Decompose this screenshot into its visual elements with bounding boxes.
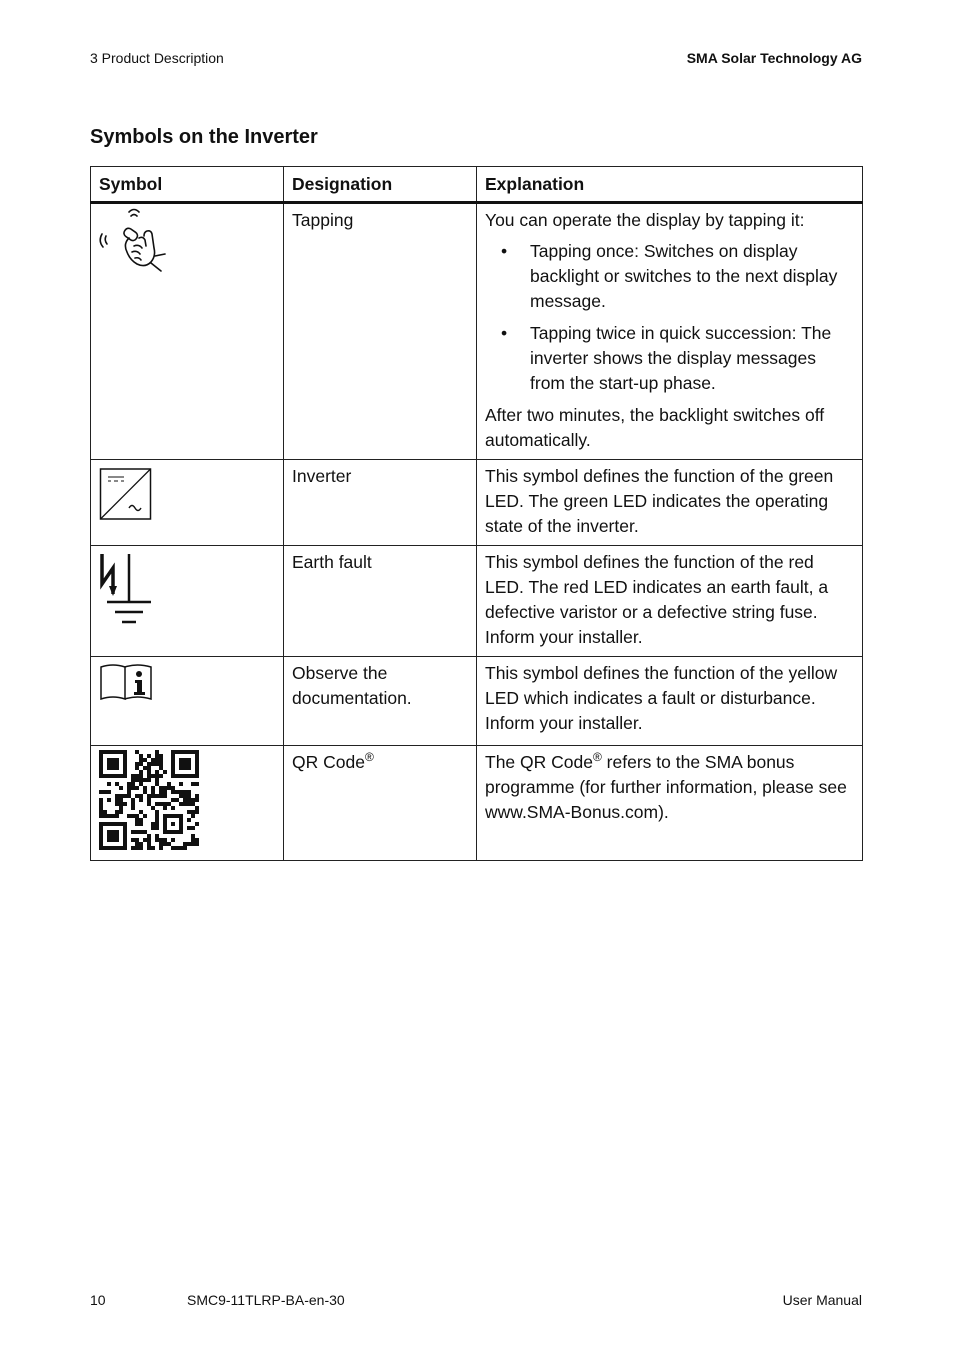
footer-page-number: 10 — [90, 1292, 106, 1308]
qr-code-icon — [99, 750, 199, 850]
header-company: SMA Solar Technology AG — [686, 50, 862, 66]
symbol-cell — [91, 657, 284, 746]
header-chapter: 3 Product Description — [90, 50, 224, 66]
earth-fault-icon — [99, 550, 159, 632]
symbol-cell — [91, 546, 284, 657]
list-item: • Tapping once: Switches on display backlight or switches to the next display message. — [485, 239, 854, 314]
symbols-table — [90, 166, 863, 861]
table-row — [91, 746, 863, 861]
designation-cell: Earth fault — [284, 546, 477, 657]
explanation-list — [485, 239, 854, 396]
explanation-text-post: refers to the SMA bonus programme (for further information, please see www.SMA-Bonus.com). — [485, 752, 847, 822]
symbol-cell — [91, 203, 284, 460]
designation-cell: Inverter — [284, 460, 477, 546]
table-row — [91, 460, 863, 546]
table-header-row — [91, 167, 863, 203]
explanation-text-pre: The QR Code — [485, 752, 593, 772]
designation-cell: Tapping — [284, 203, 477, 460]
column-header-symbol: Symbol — [91, 167, 284, 203]
section-title: Symbols on the Inverter — [90, 126, 318, 148]
designation-cell — [284, 746, 477, 861]
list-item: • Tapping twice in quick succession: The inverter shows the display messages from the start-up phase. — [485, 321, 854, 396]
symbol-cell — [91, 746, 284, 861]
documentation-info-icon — [99, 661, 155, 703]
footer-doc-type: User Manual — [782, 1292, 862, 1308]
explanation-cell — [477, 746, 863, 861]
column-header-designation: Designation — [284, 167, 477, 203]
explanation-outro: After two minutes, the backlight switches off automatically. — [485, 405, 825, 450]
explanation-cell — [477, 203, 863, 460]
table-row — [91, 546, 863, 657]
table-row — [91, 657, 863, 746]
explanation-cell: This symbol defines the function of the green LED. The green LED indicates the operating state of the inverter. — [477, 460, 863, 546]
table-row — [91, 203, 863, 460]
designation-text: QR Code — [292, 752, 365, 772]
column-header-explanation: Explanation — [477, 167, 863, 203]
registered-mark: ® — [364, 750, 374, 765]
registered-mark: ® — [592, 750, 602, 765]
explanation-intro: You can operate the display by tapping it: — [485, 210, 805, 230]
designation-cell: Observe the documentation. — [284, 657, 477, 746]
inverter-icon — [99, 464, 155, 520]
footer-doc-id: SMC9-11TLRP-BA-en-30 — [187, 1292, 345, 1308]
explanation-cell: This symbol defines the function of the red LED. The red LED indicates an earth fault, a defective varistor or a defective string fuse. Inform your installer. — [477, 546, 863, 657]
tapping-hand-icon — [99, 208, 171, 278]
explanation-cell: This symbol defines the function of the yellow LED which indicates a fault or disturbance. Inform your installer. — [477, 657, 863, 746]
symbol-cell — [91, 460, 284, 546]
